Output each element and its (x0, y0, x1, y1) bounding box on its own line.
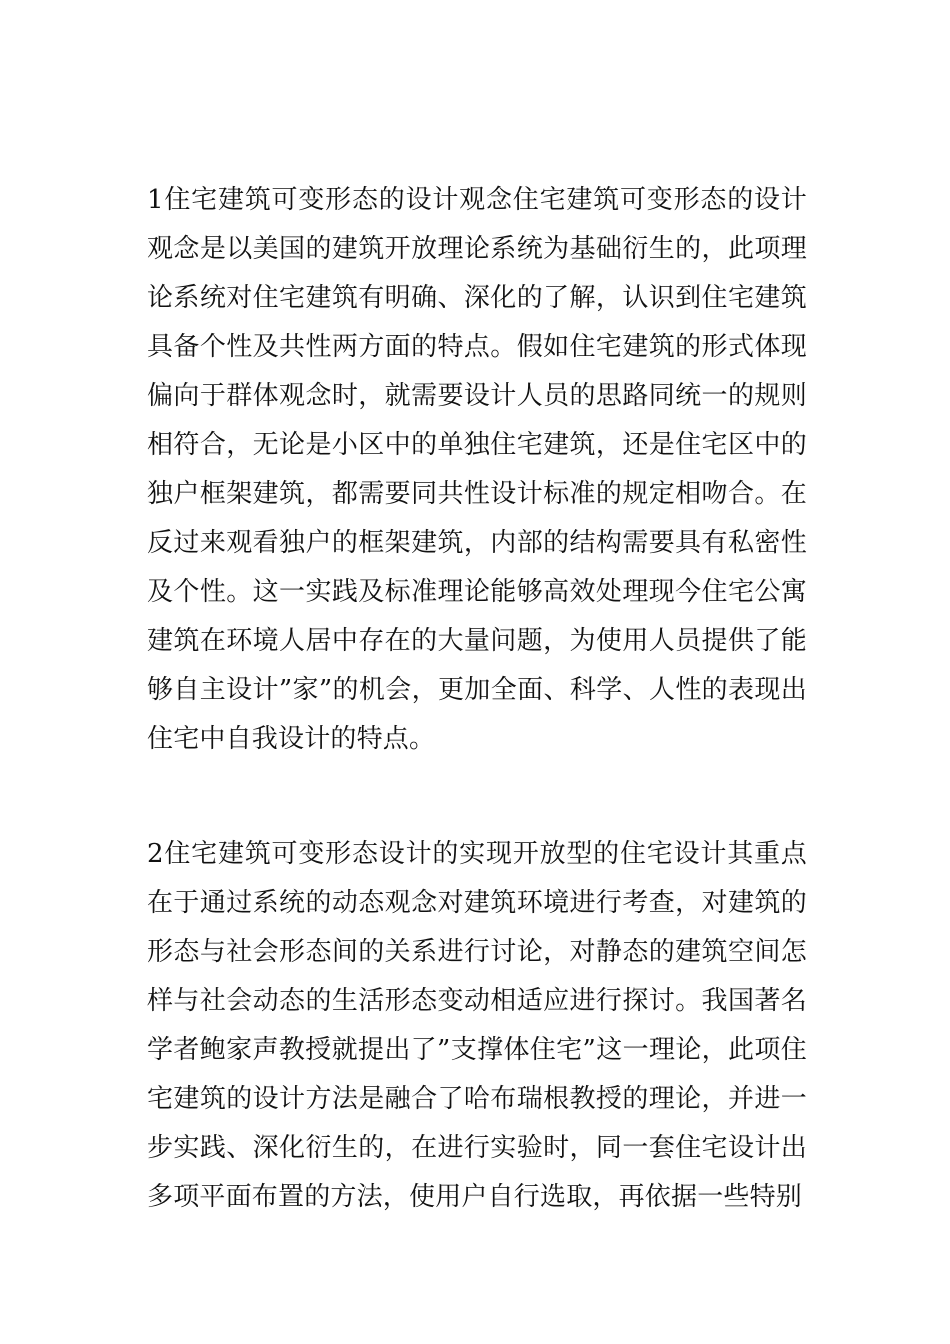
paragraph-2: 2住宅建筑可变形态设计的实现开放型的住宅设计其重点在于通过系统的动态观念对建筑环境进行考查，对建筑的形态与社会形态间的关系进行讨论，对静态的建筑空间怎样与社会动态的生活形态变动相适应进行探讨。我国著名学者鲍家声教授就提出了”支撑体住宅”这一理论，此项住宅建筑的设计方法是融合了哈布瑞根教授的理论，并进一步实践、深化衍生的，在进行实验时，同一套住宅设计出多项平面布置的方法，使用户自行选取，再依据一些特别 (147, 839, 807, 1212)
paragraph-1: 1住宅建筑可变形态的设计观念住宅建筑可变形态的设计观念是以美国的建筑开放理论系统为基础衍生的，此项理论系统对住宅建筑有明确、深化的了解，认识到住宅建筑具备个性及共性两方面的特点。假如住宅建筑的形式体现偏向于群体观念时，就需要设计人员的思路同统一的规则相符合，无论是小区中的单独住宅建筑，还是住宅区中的独户框架建筑，都需要同共性设计标准的规定相吻合。在反过来观看独户的框架建筑，内部的结构需要具有私密性及个性。这一实践及标准理论能够高效处理现今住宅公寓建筑在环境人居中存在的大量问题，为使用人员提供了能够自主设计”家”的机会，更加全面、科学、人性的表现出住宅中自我设计的特点。 (147, 185, 807, 754)
document-body (147, 176, 807, 1222)
